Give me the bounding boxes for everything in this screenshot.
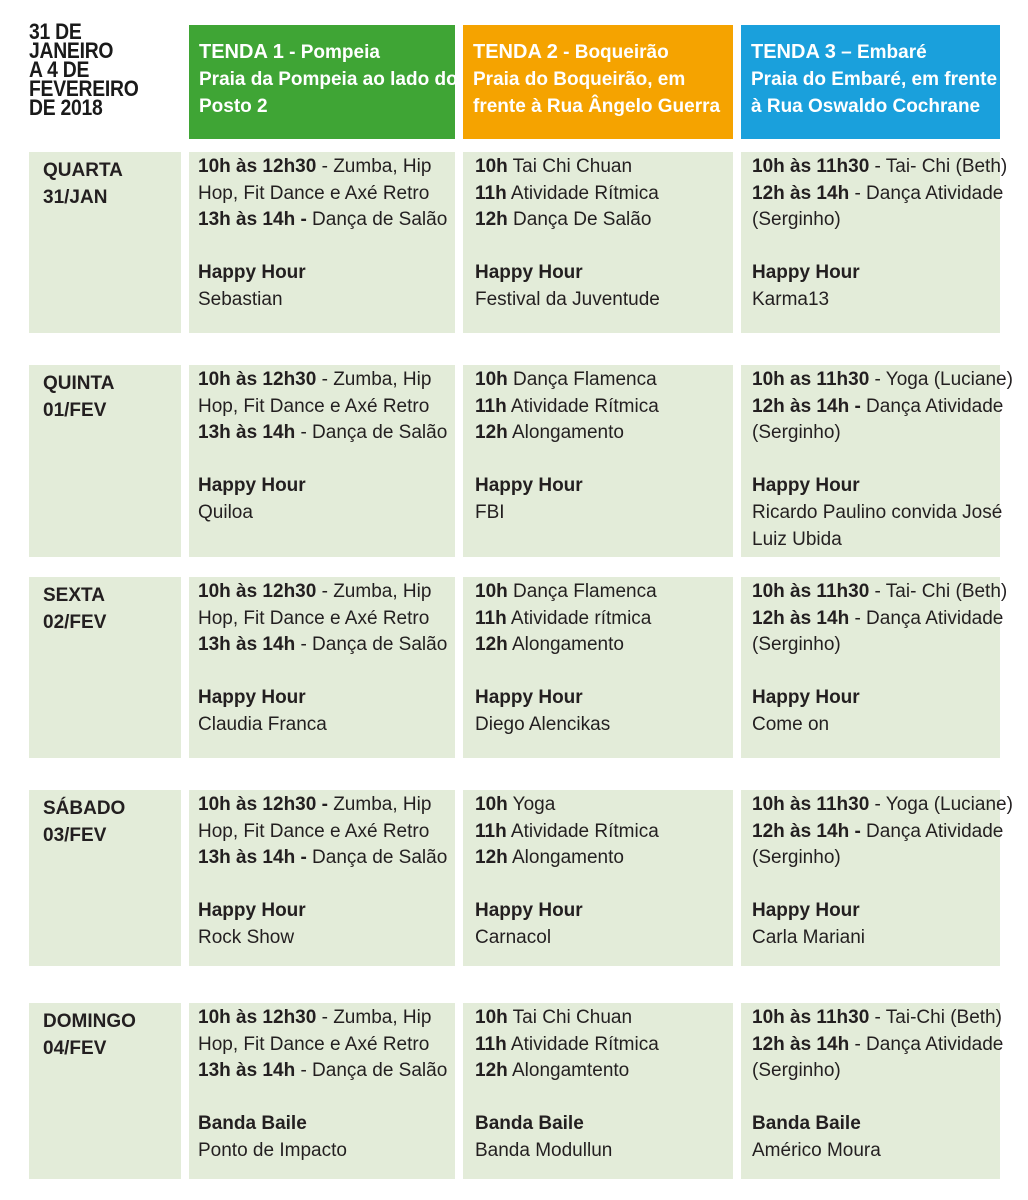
schedule-cell-tenda-3 [741,577,1008,758]
activity-line [475,819,733,846]
time-or-heading-text: Banda Baile [752,1113,861,1135]
activity-text: Alongamtento [507,1060,630,1082]
activity-text: - Yoga (Luciane) [869,794,1013,815]
schedule-cell-tenda-1 [189,577,455,758]
tenda-name: TENDA 3 [751,41,836,63]
tenda-desc-line: Praia da Pompeia ao lado do [199,69,458,90]
time-or-heading-text: 10h às 12h30 [198,369,317,390]
time-or-heading-text: 12h às 14h [752,607,850,629]
date-label: 02/FEV [43,611,107,633]
activity-line [475,154,733,181]
tenda-desc-line: Posto 2 [199,96,268,117]
tenda-desc-line: Praia do Embaré, em frente [751,69,998,90]
activity-text: Zumba, Hip [327,794,432,815]
time-or-heading-text: Happy Hour [752,900,860,922]
activity-line [198,632,455,659]
activity-text: (Serginho) [752,422,841,444]
date-label: 31/JAN [43,186,108,208]
activity-text: Hop, Fit Dance e Axé Retro [198,182,430,204]
activity-line [475,473,733,500]
time-or-heading-text: 10h [475,794,508,815]
activity-text: Dança Flamenca [507,369,657,390]
date-label: 01/FEV [43,399,107,421]
activity-line [198,420,455,447]
line-spacer [752,872,1000,899]
activity-line [752,394,1004,421]
activity-line [198,1138,455,1165]
activity-text: - Dança Atividade [849,607,1004,629]
activity-line [198,1005,455,1032]
time-or-heading-text: 13h às 14h - [198,847,307,869]
activity-line [198,685,455,712]
activity-text: Quiloa [198,501,253,523]
activity-line [198,181,455,208]
schedule-cell-tenda-1 [189,790,455,966]
activity-text: Sebastian [198,288,283,310]
weekday-label: QUARTA [43,160,123,181]
schedule-cell-tenda-3 [741,152,1008,333]
time-or-heading-text: 10h às 12h30 [198,581,317,602]
activity-text: - Zumba, Hip [316,581,432,602]
title-line: JANEIRO [29,38,114,63]
tenda-place: Boqueirão [574,42,669,63]
time-or-heading-text: 10h [475,369,508,390]
tenda-desc-line: à Rua Oswaldo Cochrane [751,96,981,117]
activity-text: FBI [475,501,505,523]
day-label-cell [29,1003,181,1179]
time-or-heading-text: Happy Hour [752,687,860,709]
schedule-cell-tenda-3 [741,1003,1004,1179]
schedule-cell-tenda-2 [463,790,733,966]
activity-text: Karma13 [752,288,830,310]
tenda-desc-line: Praia do Boqueirão, em [473,69,686,90]
line-spacer [752,447,1000,474]
activity-line [198,260,455,287]
activity-text: Hop, Fit Dance e Axé Retro [198,1033,430,1055]
time-or-heading-text: Happy Hour [752,262,860,284]
line-spacer [198,447,455,474]
activity-line [198,473,455,500]
schedule-title [29,19,161,120]
time-or-heading-text: Happy Hour [475,687,583,709]
activity-line [475,632,733,659]
activity-line [475,181,733,208]
title-line: 31 DE [29,19,82,44]
activity-text: Yoga [507,794,556,815]
activity-text: Atividade Rítmica [506,182,659,204]
activity-text: Dança de Salão [306,847,448,869]
activity-text: Carnacol [475,926,552,948]
activity-text: Alongamento [507,634,624,656]
activity-line [475,712,733,739]
activity-text: Diego Alencikas [475,713,611,735]
day-label-cell [29,365,181,557]
activity-line [752,287,1000,314]
schedule-cell-tenda-1 [189,1003,455,1179]
time-or-heading-text: 12h [475,422,508,444]
time-or-heading-text: 10h às 12h30 - [198,794,328,815]
activity-text: Américo Moura [752,1139,881,1161]
schedule-cell-tenda-2 [463,152,733,333]
schedule-cell-tenda-3 [741,365,1013,557]
activity-text: Dança Flamenca [507,581,657,602]
tenda-desc-line: frente à Rua Ângelo Guerra [473,96,721,117]
activity-line [198,845,455,872]
time-or-heading-text: Banda Baile [475,1113,584,1135]
time-or-heading-text: Happy Hour [475,262,583,284]
activity-line [198,925,455,952]
activity-line [752,1138,1000,1165]
activity-line [752,1032,1004,1059]
line-spacer [475,234,733,261]
activity-line [198,712,455,739]
weekday-label: SEXTA [43,585,105,606]
activity-line [475,207,733,234]
activity-text: - Zumba, Hip [316,1007,432,1028]
schedule-cell-tenda-1 [189,152,455,333]
weekday-label: SÁBADO [43,798,126,819]
activity-line [198,792,455,819]
activity-text: - Tai-Chi (Beth) [869,1007,1002,1028]
activity-text: - Dança de Salão [295,422,448,444]
line-spacer [752,1085,1000,1112]
activity-line [198,1032,455,1059]
activity-text: - Zumba, Hip [316,369,432,390]
activity-text: (Serginho) [752,209,841,231]
date-label: 04/FEV [43,1037,107,1059]
time-or-heading-text: 13h às 14h [198,422,296,444]
time-or-heading-text: Happy Hour [198,262,306,284]
tenda-name: TENDA 2 [473,41,558,63]
activity-text: - Yoga (Luciane) [869,369,1013,390]
activity-text: Tai Chi Chuan [507,156,633,177]
activity-text: Atividade Rítmica [506,820,659,842]
activity-line [475,579,733,606]
activity-line [198,394,455,421]
time-or-heading-text: 13h às 14h - [198,209,307,231]
line-spacer [198,1085,455,1112]
activity-line [752,473,1000,500]
activity-line [752,632,1000,659]
activity-line [475,420,733,447]
activity-line [475,287,733,314]
time-or-heading-text: 13h às 14h [198,634,296,656]
activity-text: Hop, Fit Dance e Axé Retro [198,820,430,842]
tenda-place: Pompeia [300,42,380,63]
activity-line [198,898,455,925]
activity-line [475,685,733,712]
title-line: A 4 DE [29,57,90,82]
day-label-cell [29,790,181,966]
date-label: 03/FEV [43,824,107,846]
activity-text: Alongamento [507,847,624,869]
activity-line [752,925,1000,952]
activity-line [752,819,1004,846]
activity-text: - Tai- Chi (Beth) [869,581,1008,602]
activity-text: - Dança Atividade [849,1033,1004,1055]
time-or-heading-text: Happy Hour [475,900,583,922]
activity-line [752,527,1000,554]
activity-text: - Tai- Chi (Beth) [869,156,1008,177]
activity-text: Dança Atividade [860,395,1004,417]
activity-text: Hop, Fit Dance e Axé Retro [198,607,430,629]
activity-line [752,712,1000,739]
activity-line [475,1005,733,1032]
tenda-separator: - [557,42,575,63]
time-or-heading-text: 10h [475,1007,508,1028]
activity-text: - Dança Atividade [849,182,1004,204]
schedule-cell-tenda-2 [463,577,733,758]
activity-line [752,181,1004,208]
time-or-heading-text: 11h [475,607,507,629]
activity-text: Atividade Rítmica [506,395,659,417]
activity-text: Carla Mariani [752,926,865,948]
activity-line [752,500,1003,527]
time-or-heading-text: 10h às 11h30 [752,1007,870,1028]
line-spacer [475,1085,733,1112]
schedule-cell-tenda-3 [741,790,1013,966]
activity-line [752,260,1000,287]
time-or-heading-text: 12h às 14h [752,1033,850,1055]
time-or-heading-text: 12h [475,847,508,869]
activity-line [752,154,1008,181]
line-spacer [475,659,733,686]
activity-line [752,845,1000,872]
day-label-cell [29,577,181,758]
line-spacer [752,234,1000,261]
activity-line [198,1111,455,1138]
activity-text: Hop, Fit Dance e Axé Retro [198,395,430,417]
activity-line [198,367,455,394]
activity-line [475,500,733,527]
time-or-heading-text: 10h às 11h30 [752,581,870,602]
activity-line [752,606,1004,633]
activity-line [752,420,1000,447]
weekday-label: QUINTA [43,373,115,394]
time-or-heading-text: Happy Hour [475,475,583,497]
time-or-heading-text: Happy Hour [198,687,306,709]
activity-line [198,207,455,234]
activity-text: Ricardo Paulino convida José [752,501,1003,523]
activity-text: - Dança de Salão [295,634,448,656]
activity-text: - Dança de Salão [295,1060,448,1082]
title-line: DE 2018 [29,95,103,120]
time-or-heading-text: 10h [475,156,508,177]
activity-text: Alongamento [507,422,624,444]
line-spacer [475,872,733,899]
tenda-3-header [741,25,1000,139]
weekday-label: DOMINGO [43,1011,136,1032]
activity-line [475,1111,733,1138]
line-spacer [475,447,733,474]
time-or-heading-text: 10h às 11h30 [752,156,870,177]
activity-text: Atividade rítmica [506,607,652,629]
time-or-heading-text: 12h às 14h [752,182,850,204]
activity-line [752,792,1013,819]
activity-line [475,1138,733,1165]
schedule-cell-tenda-1 [189,365,455,557]
time-or-heading-text: 12h [475,209,508,231]
time-or-heading-text: 12h às 14h - [752,395,861,417]
activity-line [198,1058,455,1085]
tenda-2-header [463,25,733,139]
time-or-heading-text: Happy Hour [752,475,860,497]
activity-line [198,287,455,314]
time-or-heading-text: 11h [475,395,507,417]
activity-line [198,606,455,633]
time-or-heading-text: Happy Hour [198,900,306,922]
activity-text: Come on [752,713,830,735]
activity-text: Atividade Rítmica [506,1033,659,1055]
activity-line [752,1005,1000,1032]
line-spacer [752,659,1000,686]
time-or-heading-text: 10h [475,581,508,602]
activity-line [475,394,733,421]
activity-line [752,1058,1000,1085]
activity-text: (Serginho) [752,847,841,869]
time-or-heading-text: 10h às 12h30 [198,1007,317,1028]
activity-line [475,898,733,925]
activity-text: - Zumba, Hip [316,156,432,177]
activity-line [752,207,1000,234]
time-or-heading-text: 11h [475,1033,507,1055]
activity-line [475,260,733,287]
activity-line [198,500,455,527]
activity-text: Dança de Salão [306,209,448,231]
activity-line [752,1111,1000,1138]
line-spacer [198,872,455,899]
activity-line [475,1032,733,1059]
activity-text: Claudia Franca [198,713,327,735]
activity-line [475,1058,733,1085]
time-or-heading-text: 10h às 11h30 [752,794,870,815]
time-or-heading-text: 10h às 12h30 [198,156,317,177]
time-or-heading-text: 12h [475,634,508,656]
activity-text: Tai Chi Chuan [507,1007,633,1028]
tenda-place: Embaré [856,42,927,63]
activity-text: Luiz Ubida [752,528,842,550]
title-line: FEVEREIRO [29,76,139,101]
activity-line [475,367,733,394]
tenda-1-header [189,25,458,139]
activity-line [752,579,1008,606]
activity-line [475,606,733,633]
schedule-cell-tenda-2 [463,1003,733,1179]
time-or-heading-text: 13h às 14h [198,1060,296,1082]
line-spacer [198,659,455,686]
day-label-cell [29,152,181,333]
tenda-name: TENDA 1 [199,41,284,63]
time-or-heading-text: 11h [475,182,507,204]
time-or-heading-text: 12h [475,1060,508,1082]
activity-text: Dança De Salão [507,209,652,231]
schedule-cell-tenda-2 [463,365,733,557]
activity-text: Banda Modullun [475,1139,613,1161]
time-or-heading-text: 10h as 11h30 [752,369,870,390]
time-or-heading-text: 12h às 14h - [752,820,861,842]
activity-line [752,367,1013,394]
time-or-heading-text: Banda Baile [198,1113,307,1135]
activity-text: (Serginho) [752,634,841,656]
line-spacer [198,234,455,261]
activity-text: Dança Atividade [860,820,1004,842]
activity-line [198,579,455,606]
activity-text: Ponto de Impacto [198,1139,347,1161]
activity-text: (Serginho) [752,1060,841,1082]
time-or-heading-text: 11h [475,820,507,842]
activity-line [475,792,733,819]
time-or-heading-text: Happy Hour [198,475,306,497]
activity-line [475,845,733,872]
tenda-separator: – [835,42,857,63]
activity-line [475,925,733,952]
activity-line [198,154,455,181]
tenda-separator: - [283,42,301,63]
activity-text: Festival da Juventude [475,288,660,310]
activity-line [198,819,455,846]
activity-line [752,685,1000,712]
activity-text: Rock Show [198,926,295,948]
activity-line [752,898,1000,925]
